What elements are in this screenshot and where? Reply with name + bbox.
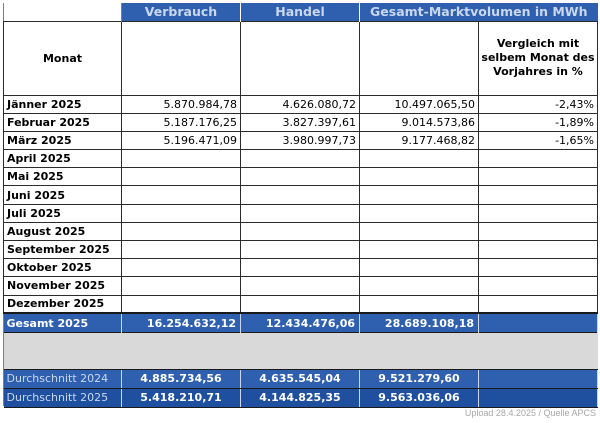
vergleich-cell (479, 241, 598, 259)
table-row (4, 113, 598, 131)
gesamt-cell: 9.177.468,82 (360, 131, 479, 149)
gesamt-cell (360, 186, 479, 204)
table-row (4, 186, 598, 204)
average-label: Durchschnitt 2025 (4, 388, 122, 407)
table-row (4, 204, 598, 222)
header-blank-cell (4, 3, 122, 21)
average-handel: 4.144.825,35 (241, 388, 360, 407)
verbrauch-cell (122, 241, 241, 259)
average-empty (479, 369, 598, 388)
handel-cell (241, 295, 360, 313)
header-sub-empty (241, 21, 360, 95)
vergleich-cell (479, 168, 598, 186)
table-row (4, 168, 598, 186)
month-cell: Dezember 2025 (4, 295, 122, 313)
total-handel: 12.434.476,06 (241, 313, 360, 332)
handel-cell (241, 186, 360, 204)
table-row (4, 222, 598, 240)
table-row (4, 295, 598, 313)
vergleich-cell: -2,43% (479, 95, 598, 113)
total-empty (479, 313, 598, 332)
average-handel: 4.635.545,04 (241, 369, 360, 388)
verbrauch-cell (122, 222, 241, 240)
gesamt-cell (360, 295, 479, 313)
average-verbrauch: 4.885.734,56 (122, 369, 241, 388)
table-row (4, 241, 598, 259)
handel-cell (241, 168, 360, 186)
handel-cell (241, 222, 360, 240)
month-cell: Juli 2025 (4, 204, 122, 222)
month-cell: April 2025 (4, 150, 122, 168)
gesamt-cell: 9.014.573,86 (360, 113, 479, 131)
header-row-top (4, 3, 598, 21)
source-note: Upload 28.4.2025 / Quelle APCS (464, 408, 596, 418)
gesamt-cell (360, 259, 479, 277)
verbrauch-cell: 5.870.984,78 (122, 95, 241, 113)
month-cell: Jänner 2025 (4, 95, 122, 113)
table-row (4, 259, 598, 277)
verbrauch-cell (122, 204, 241, 222)
verbrauch-cell: 5.196.471,09 (122, 131, 241, 149)
month-cell: Juni 2025 (4, 186, 122, 204)
handel-cell: 3.980.997,73 (241, 131, 360, 149)
handel-cell (241, 150, 360, 168)
average-row-2024 (4, 369, 598, 388)
handel-cell (241, 259, 360, 277)
month-cell: November 2025 (4, 277, 122, 295)
average-empty (479, 388, 598, 407)
verbrauch-cell (122, 295, 241, 313)
verbrauch-cell (122, 259, 241, 277)
gesamt-cell: 10.497.065,50 (360, 95, 479, 113)
header-vergleich: Vergleich mit selbem Monat des Vorjahres in % (479, 21, 598, 95)
header-sub-empty (360, 21, 479, 95)
handel-cell (241, 277, 360, 295)
vergleich-cell (479, 150, 598, 168)
verbrauch-cell: 5.187.176,25 (122, 113, 241, 131)
vergleich-cell: -1,89% (479, 113, 598, 131)
table-row (4, 150, 598, 168)
header-row-sub (4, 21, 598, 95)
gesamt-cell (360, 241, 479, 259)
market-volume-table (3, 3, 598, 408)
verbrauch-cell (122, 168, 241, 186)
handel-cell (241, 241, 360, 259)
month-cell: März 2025 (4, 131, 122, 149)
total-gesamt: 28.689.108,18 (360, 313, 479, 332)
table-row (4, 131, 598, 149)
verbrauch-cell (122, 186, 241, 204)
vergleich-cell (479, 186, 598, 204)
header-gesamt: Gesamt-Marktvolumen in MWh (360, 3, 598, 21)
table-row (4, 277, 598, 295)
handel-cell: 3.827.397,61 (241, 113, 360, 131)
header-monat: Monat (4, 21, 122, 95)
total-label: Gesamt 2025 (4, 313, 122, 332)
vergleich-cell: -1,65% (479, 131, 598, 149)
header-verbrauch: Verbrauch (122, 3, 241, 21)
vergleich-cell (479, 259, 598, 277)
vergleich-cell (479, 277, 598, 295)
month-cell: August 2025 (4, 222, 122, 240)
header-handel: Handel (241, 3, 360, 21)
month-cell: Oktober 2025 (4, 259, 122, 277)
vergleich-cell (479, 204, 598, 222)
verbrauch-cell (122, 277, 241, 295)
month-cell: Februar 2025 (4, 113, 122, 131)
gesamt-cell (360, 222, 479, 240)
total-verbrauch: 16.254.632,12 (122, 313, 241, 332)
gesamt-cell (360, 168, 479, 186)
average-gesamt: 9.521.279,60 (360, 369, 479, 388)
average-verbrauch: 5.418.210,71 (122, 388, 241, 407)
handel-cell (241, 204, 360, 222)
month-cell: September 2025 (4, 241, 122, 259)
average-row-2025 (4, 388, 598, 407)
handel-cell: 4.626.080,72 (241, 95, 360, 113)
average-gesamt: 9.563.036,06 (360, 388, 479, 407)
average-label: Durchschnitt 2024 (4, 369, 122, 388)
verbrauch-cell (122, 150, 241, 168)
header-sub-empty (122, 21, 241, 95)
table-row (4, 95, 598, 113)
gesamt-cell (360, 204, 479, 222)
vergleich-cell (479, 222, 598, 240)
month-cell: Mai 2025 (4, 168, 122, 186)
separator-cell (4, 332, 598, 369)
gesamt-cell (360, 277, 479, 295)
vergleich-cell (479, 295, 598, 313)
total-row (4, 313, 598, 332)
separator-row (4, 332, 598, 369)
gesamt-cell (360, 150, 479, 168)
